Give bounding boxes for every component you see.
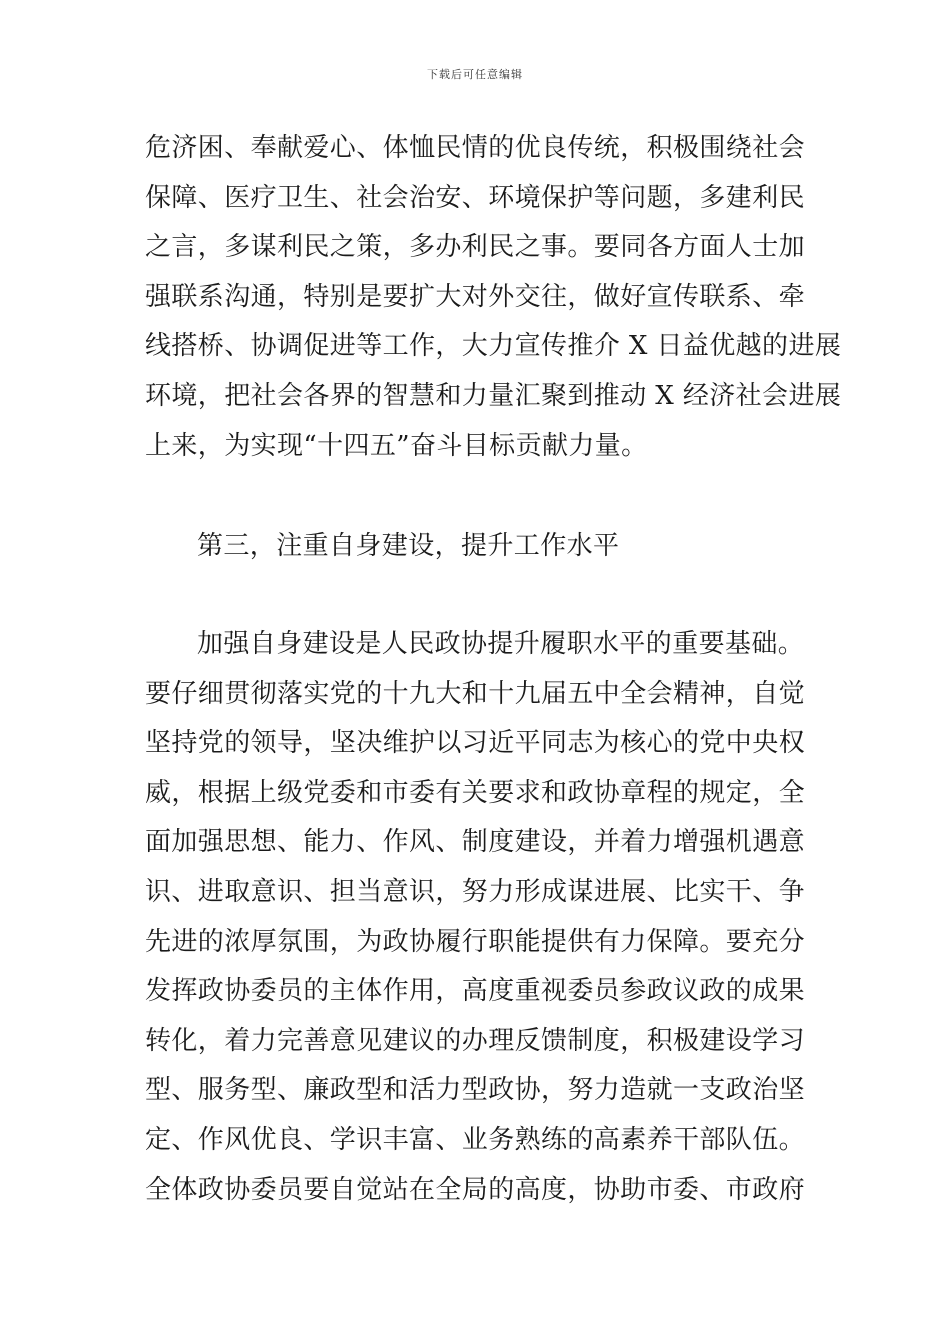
text-line: 保障、医疗卫生、社会治安、环境保护等问题，多建利民 (145, 182, 806, 213)
text-line: 识、进取意识、担当意识，努力形成谋进展、比实干、争 (145, 876, 806, 907)
text-line: 威，根据上级党委和市委有关要求和政协章程的规定，全 (145, 777, 806, 808)
text-line: 先进的浓厚氛围，为政协履行职能提供有力保障。要充分 (145, 926, 806, 957)
text-line: 坚持党的领导，坚决维护以习近平同志为核心的党中央权 (145, 728, 806, 759)
text-line: 加强自身建设是人民政协提升履职水平的重要基础。 (197, 629, 805, 659)
text-line: 线搭桥、协调促进等工作，大力宣传推介 X 日益优越的进展 (145, 331, 842, 362)
text-line: 强联系沟通，特别是要扩大对外交往，做好宣传联系、牵 (145, 281, 806, 312)
text-line: 面加强思想、能力、作风、制度建设，并着力增强机遇意 (145, 827, 806, 858)
text-line: 环境，把社会各界的智慧和力量汇聚到推动 X 经济社会进展 (145, 380, 842, 411)
text-line: 定、作风优良、学识丰富、业务熟练的高素养干部队伍。 (145, 1124, 806, 1155)
page-header-note: 下载后可任意编辑 (427, 68, 523, 81)
text-line: 全体政协委员要自觉站在全局的高度，协助市委、市政府 (145, 1174, 806, 1205)
section-heading-block (145, 522, 810, 572)
paragraph-continuation (145, 124, 842, 471)
text-line: 要仔细贯彻落实党的十九大和十九届五中全会精神，自觉 (145, 678, 806, 709)
text-line: 危济困、奉献爱心、体恤民情的优良传统，积极围绕社会 (145, 133, 806, 163)
text-line: 转化，着力完善意见建议的办理反馈制度，积极建设学习 (145, 1025, 806, 1056)
text-line: 上来，为实现“十四五”奋斗目标贡献力量。 (145, 430, 648, 461)
paragraph-self-building (145, 620, 810, 1215)
section-heading: 第三，注重自身建设，提升工作水平 (197, 531, 620, 561)
text-line: 型、服务型、廉政型和活力型政协，努力造就一支政治坚 (145, 1075, 806, 1106)
text-line: 之言，多谋利民之策，多办利民之事。要同各方面人士加 (145, 232, 806, 263)
text-line: 发挥政协委员的主体作用，高度重视委员参政议政的成果 (145, 976, 806, 1007)
